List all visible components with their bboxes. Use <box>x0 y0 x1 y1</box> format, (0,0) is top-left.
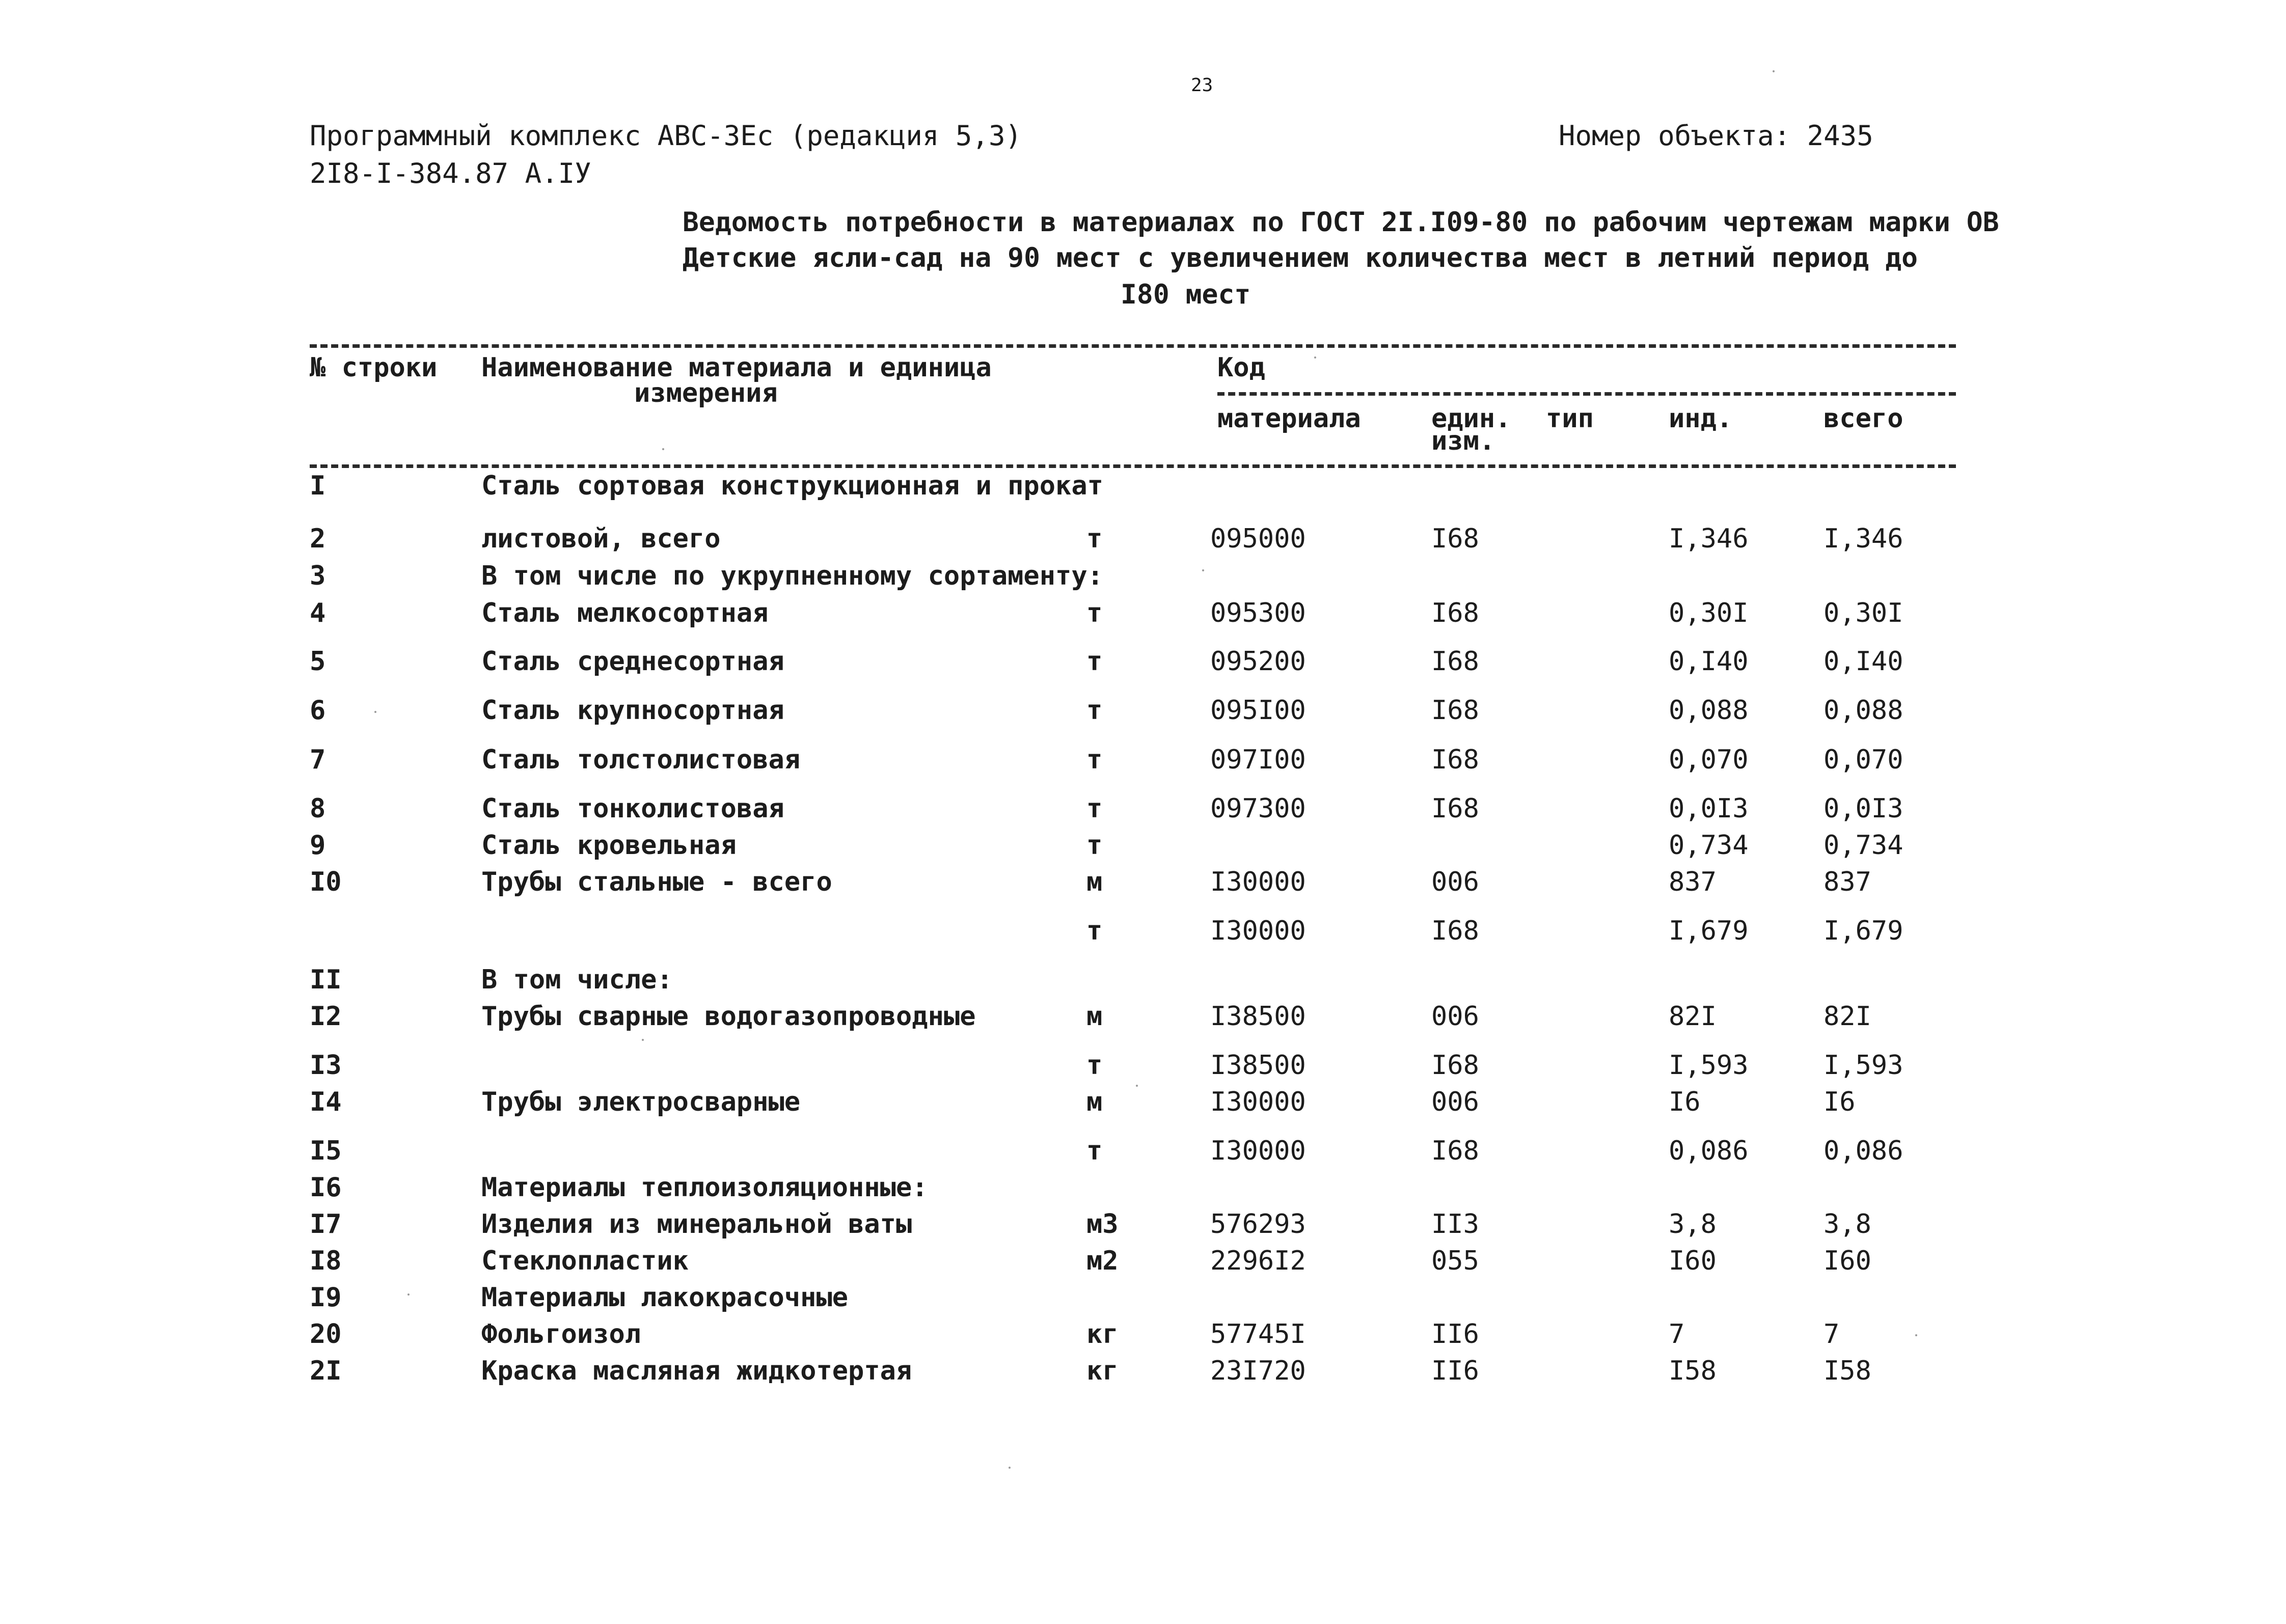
unit-code: I68 <box>1431 524 1479 554</box>
material-code: I30000 <box>1210 1136 1306 1166</box>
table-row <box>0 869 2286 899</box>
unit-code: I68 <box>1431 745 1479 775</box>
table-row <box>0 563 2286 593</box>
value-total: I58 <box>1824 1356 1871 1386</box>
table-row <box>0 1089 2286 1119</box>
value-ind: I60 <box>1669 1246 1717 1276</box>
material-name: Трубы сварные водогазопроводные <box>481 1001 976 1032</box>
material-code: I38500 <box>1210 1050 1306 1081</box>
material-code: 095200 <box>1210 646 1306 677</box>
table-row <box>0 697 2286 728</box>
table-row <box>0 1248 2286 1278</box>
table-row <box>0 795 2286 826</box>
header-name-line-1: Наименование материала и единица <box>481 352 992 383</box>
row-number: 8 <box>310 793 326 824</box>
table-row <box>0 1358 2286 1388</box>
unit: т <box>1086 916 1103 946</box>
value-total: 82I <box>1824 1001 1871 1032</box>
value-total: 0,0I3 <box>1824 793 1903 824</box>
material-code: I38500 <box>1210 1001 1306 1032</box>
program-name: Программный комплекс АВС-3Ес (редакция 5,3) <box>310 120 1022 152</box>
value-total: 3,8 <box>1824 1209 1871 1240</box>
page-number: 23 <box>1191 75 1213 96</box>
row-number: I <box>310 471 326 501</box>
unit: т <box>1086 524 1103 554</box>
value-total: 0,30I <box>1824 598 1903 628</box>
unit: т <box>1086 745 1103 775</box>
value-total: 7 <box>1824 1319 1840 1350</box>
material-name: Материалы теплоизоляционные: <box>481 1172 928 1203</box>
value-total: 0,088 <box>1824 695 1903 726</box>
unit-code: II6 <box>1431 1319 1479 1350</box>
material-code: 095000 <box>1210 524 1306 554</box>
value-total: I60 <box>1824 1246 1871 1276</box>
unit-code: 006 <box>1431 1087 1479 1117</box>
code-sub-rule <box>1217 392 1956 396</box>
unit: м <box>1086 867 1103 897</box>
scan-speck <box>1202 569 1204 571</box>
material-name: Сталь сортовая конструкционная и прокат <box>481 471 1103 501</box>
value-ind: 3,8 <box>1669 1209 1717 1240</box>
material-name: В том числе по укрупненному сортаменту: <box>481 561 1103 591</box>
material-code: I30000 <box>1210 1087 1306 1117</box>
unit: т <box>1086 1136 1103 1166</box>
material-code: 095300 <box>1210 598 1306 628</box>
row-number: 7 <box>310 745 326 775</box>
row-number: 5 <box>310 646 326 677</box>
material-name: Стеклопластик <box>481 1246 689 1276</box>
unit: м3 <box>1086 1209 1119 1240</box>
header-code: Код <box>1217 352 1265 383</box>
row-number: I5 <box>310 1136 342 1166</box>
row-number: I8 <box>310 1246 342 1276</box>
value-ind: 82I <box>1669 1001 1717 1032</box>
header-row-number: № строки <box>310 352 438 383</box>
row-number: I9 <box>310 1282 342 1313</box>
value-ind: 837 <box>1669 867 1717 897</box>
scan-speck <box>1009 1467 1011 1469</box>
material-code: 57745I <box>1210 1319 1306 1350</box>
header-material: материала <box>1217 403 1361 434</box>
scan-speck <box>662 448 664 450</box>
header-top-rule <box>310 344 1956 348</box>
table-row <box>0 1211 2286 1242</box>
value-ind: I,593 <box>1669 1050 1749 1081</box>
unit-code: I68 <box>1431 1136 1479 1166</box>
header-vsego: всего <box>1824 403 1903 434</box>
table-row <box>0 967 2286 997</box>
unit: т <box>1086 1050 1103 1081</box>
material-name: Сталь среднесортная <box>481 646 784 677</box>
row-number: I2 <box>310 1001 342 1032</box>
unit: м <box>1086 1001 1103 1032</box>
material-name: Краска масляная жидкотертая <box>481 1356 912 1386</box>
material-code: 095I00 <box>1210 695 1306 726</box>
title-line-2: Детские ясли-сад на 90 мест с увеличением количества мест в летний период до <box>683 242 1918 273</box>
table-row <box>0 918 2286 948</box>
table-row <box>0 526 2286 556</box>
value-total: I6 <box>1824 1087 1856 1117</box>
unit-code: I68 <box>1431 1050 1479 1081</box>
header-bottom-rule <box>310 464 1956 468</box>
value-ind: 0,I40 <box>1669 646 1749 677</box>
unit-code: 055 <box>1431 1246 1479 1276</box>
row-number: 9 <box>310 830 326 861</box>
material-name: Сталь мелкосортная <box>481 598 769 628</box>
unit-code: I68 <box>1431 598 1479 628</box>
material-name: Сталь крупносортная <box>481 695 784 726</box>
row-number: II <box>310 965 342 995</box>
unit: т <box>1086 695 1103 726</box>
title-line-3: I80 мест <box>1121 279 1251 310</box>
unit-code: II6 <box>1431 1356 1479 1386</box>
unit-code: I68 <box>1431 695 1479 726</box>
table-row <box>0 648 2286 679</box>
material-name: Сталь кровельная <box>481 830 737 861</box>
scan-speck <box>374 711 376 713</box>
value-total: 0,070 <box>1824 745 1903 775</box>
unit-code: I68 <box>1431 916 1479 946</box>
material-code: I30000 <box>1210 867 1306 897</box>
value-total: 0,I40 <box>1824 646 1903 677</box>
header-edin-line-2: изм. <box>1431 426 1495 456</box>
unit: кг <box>1086 1356 1119 1386</box>
scan-speck <box>642 1039 644 1041</box>
value-ind: 0,30I <box>1669 598 1749 628</box>
value-ind: I,346 <box>1669 524 1749 554</box>
value-total: 0,086 <box>1824 1136 1903 1166</box>
material-name: Сталь толстолистовая <box>481 745 801 775</box>
row-number: 2 <box>310 524 326 554</box>
material-name: Сталь тонколистовая <box>481 793 784 824</box>
unit-code: I68 <box>1431 793 1479 824</box>
value-total: I,593 <box>1824 1050 1903 1081</box>
value-ind: I58 <box>1669 1356 1717 1386</box>
material-code: 2296I2 <box>1210 1246 1306 1276</box>
value-total: I,679 <box>1824 916 1903 946</box>
material-name: Трубы электросварные <box>481 1087 801 1117</box>
table-row <box>0 1003 2286 1034</box>
table-row <box>0 1321 2286 1352</box>
unit: т <box>1086 830 1103 861</box>
value-ind: 0,0I3 <box>1669 793 1749 824</box>
title-line-1: Ведомость потребности в материалах по ГОСТ 2I.I09-80 по рабочим чертежам марки ОВ <box>683 207 1999 238</box>
value-ind: 0,088 <box>1669 695 1749 726</box>
unit-code: I68 <box>1431 646 1479 677</box>
value-ind: 0,070 <box>1669 745 1749 775</box>
row-number: I0 <box>310 867 342 897</box>
unit-code: II3 <box>1431 1209 1479 1240</box>
value-ind: 7 <box>1669 1319 1685 1350</box>
unit: м <box>1086 1087 1103 1117</box>
material-name: В том числе: <box>481 965 673 995</box>
row-number: I4 <box>310 1087 342 1117</box>
document-code: 2I8-I-384.87 А.IУ <box>310 157 591 189</box>
row-number: 2I <box>310 1356 342 1386</box>
material-name: Изделия из минеральной ваты <box>481 1209 912 1240</box>
scan-speck <box>1773 70 1775 72</box>
header-ind: инд. <box>1669 403 1733 434</box>
table-row <box>0 1174 2286 1205</box>
value-ind: I6 <box>1669 1087 1701 1117</box>
table-row <box>0 1284 2286 1315</box>
value-ind: I,679 <box>1669 916 1749 946</box>
table-row <box>0 473 2286 503</box>
row-number: I6 <box>310 1172 342 1203</box>
object-number: Номер объекта: 2435 <box>1559 120 1873 152</box>
row-number: 6 <box>310 695 326 726</box>
row-number: I7 <box>310 1209 342 1240</box>
row-number: 3 <box>310 561 326 591</box>
header-name-line-2: измерения <box>634 378 778 408</box>
material-code: 097I00 <box>1210 745 1306 775</box>
row-number: 20 <box>310 1319 342 1350</box>
unit: кг <box>1086 1319 1119 1350</box>
header-tip: тип <box>1546 403 1594 434</box>
value-ind: 0,086 <box>1669 1136 1749 1166</box>
scan-speck <box>407 1293 410 1296</box>
table-row <box>0 1052 2286 1083</box>
material-name: Трубы стальные - всего <box>481 867 832 897</box>
material-code: I30000 <box>1210 916 1306 946</box>
unit: т <box>1086 646 1103 677</box>
table-row <box>0 747 2286 777</box>
material-name: Фольгоизол <box>481 1319 641 1350</box>
table-row <box>0 832 2286 863</box>
row-number: 4 <box>310 598 326 628</box>
material-name: листовой, всего <box>481 524 721 554</box>
value-total: I,346 <box>1824 524 1903 554</box>
unit: м2 <box>1086 1246 1119 1276</box>
material-code: 097300 <box>1210 793 1306 824</box>
scan-speck <box>1136 1085 1138 1087</box>
row-number: I3 <box>310 1050 342 1081</box>
value-total: 0,734 <box>1824 830 1903 861</box>
material-code: 23I720 <box>1210 1356 1306 1386</box>
table-row <box>0 1138 2286 1168</box>
unit: т <box>1086 793 1103 824</box>
value-total: 837 <box>1824 867 1871 897</box>
value-ind: 0,734 <box>1669 830 1749 861</box>
table-row <box>0 600 2286 630</box>
scan-speck <box>1915 1334 1917 1336</box>
header-edin-line-1: един. <box>1431 403 1511 434</box>
scan-speck <box>1314 356 1316 359</box>
unit-code: 006 <box>1431 867 1479 897</box>
unit-code: 006 <box>1431 1001 1479 1032</box>
material-name: Материалы лакокрасочные <box>481 1282 849 1313</box>
material-code: 576293 <box>1210 1209 1306 1240</box>
unit: т <box>1086 598 1103 628</box>
